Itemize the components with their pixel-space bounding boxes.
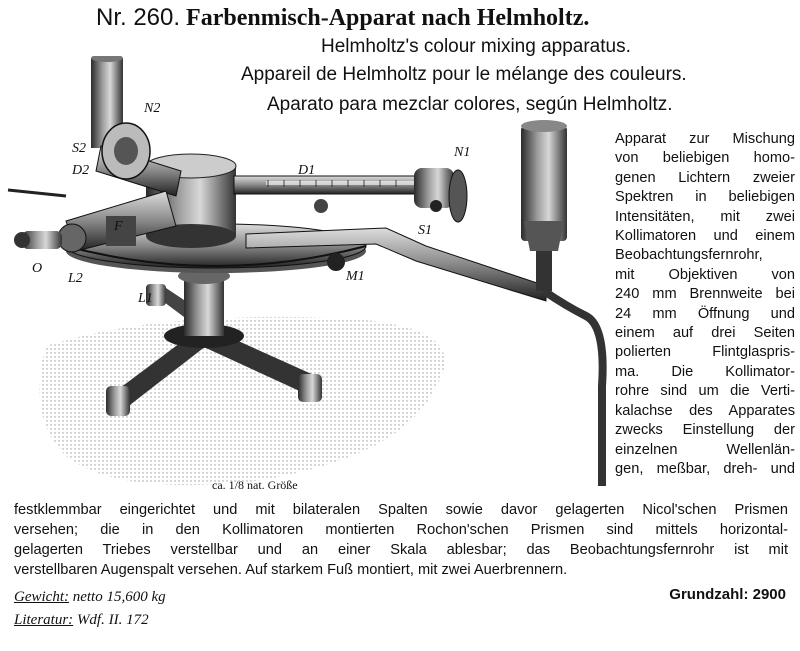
literature-label: Literatur: — [14, 612, 74, 628]
title-spanish: Aparato para mezclar colores, según Helmholtz. — [267, 94, 673, 115]
product-title: Farbenmisch-Apparat nach Helmholtz. — [186, 5, 590, 31]
description-side-line: Apparat zur Mischung — [615, 131, 795, 147]
figure-label-n2: N2 — [144, 101, 161, 116]
weight-value: netto 15,600 kg — [72, 589, 166, 605]
description-side-line: 240 mm Brennweite bei — [615, 286, 795, 303]
description-side-line: gen, meßbar, dreh- und — [615, 460, 795, 477]
description-side-line: zwecks Einstellung der — [615, 422, 795, 439]
figure-label-m1: M1 — [346, 269, 365, 284]
figure-caption: ca. 1/8 nat. Größe — [212, 478, 298, 492]
figure-label-o: O — [32, 261, 43, 276]
description-side-line: einem auf drei Seiten — [615, 325, 795, 342]
description-body-line: gelagerten Triebes verstellbar und an einer Skala ablesbar; das Beobachtungsfernrohr ist mit — [14, 542, 788, 558]
description-side-line: Intensitäten, mit zwei — [615, 208, 795, 225]
description-body-line: versehen; die in den Kollimatoren montierten Rochon'schen Prismen sind mittels horizontal- — [14, 522, 788, 538]
figure-label-d2: D2 — [72, 163, 90, 178]
grundzahl: Grundzahl: 2900 — [669, 586, 786, 603]
description-side-line: Kollimatoren und einem — [615, 228, 795, 245]
figure-label-l1: L1 — [138, 291, 153, 306]
description-side-line: genen Lichtern zweier — [615, 169, 795, 186]
description-side-line: Beobachtungsfernrohr, — [615, 247, 763, 264]
page-title — [96, 4, 800, 32]
apparatus-illustration — [6, 56, 616, 496]
description-body — [14, 500, 788, 580]
description-side-line: kalachse des Apparates — [615, 402, 795, 419]
description-body-line: festklemmbar eingerichtet und mit bilateralen Spalten sowie davor gelagerten Nicol'schen Prismen — [14, 502, 788, 518]
figure-label-n1: N1 — [454, 145, 471, 160]
description-side-line: mit Objektiven von — [615, 266, 795, 283]
description-side-line: 24 mm Öffnung und — [615, 305, 795, 322]
description-body-line: verstellbaren Augenspalt versehen. Auf starkem Fuß montiert, mit zwei Auerbrennern. — [14, 562, 568, 578]
weight-line — [14, 589, 166, 606]
description-side-column — [615, 130, 795, 479]
description-side-line: polierten Flintglaspris- — [615, 344, 795, 361]
figure-label-d1: D1 — [298, 163, 316, 178]
description-side-line: von beliebigen homo- — [615, 150, 795, 167]
figure-label-f: F — [114, 219, 123, 234]
literature-value: Wdf. II. 172 — [76, 612, 149, 628]
description-side-line: rohre sind um die Verti- — [615, 383, 795, 400]
catalog-number: Nr. 260. — [96, 4, 181, 31]
title-french: Appareil de Helmholtz pour le mélange des couleurs. — [241, 64, 687, 85]
figure-label-l2: L2 — [68, 271, 83, 286]
description-side-line: ma. Die Kollimator- — [615, 363, 795, 380]
title-english: Helmholtz's colour mixing apparatus. — [321, 36, 631, 57]
figure-label-s1: S1 — [418, 223, 432, 238]
description-side-line: Spektren in beliebigen — [615, 189, 795, 206]
weight-label: Gewicht: — [14, 589, 69, 605]
description-side-line: einzelnen Wellenlän- — [615, 441, 795, 458]
figure-label-s2: S2 — [72, 141, 86, 156]
literature-line — [14, 612, 149, 629]
